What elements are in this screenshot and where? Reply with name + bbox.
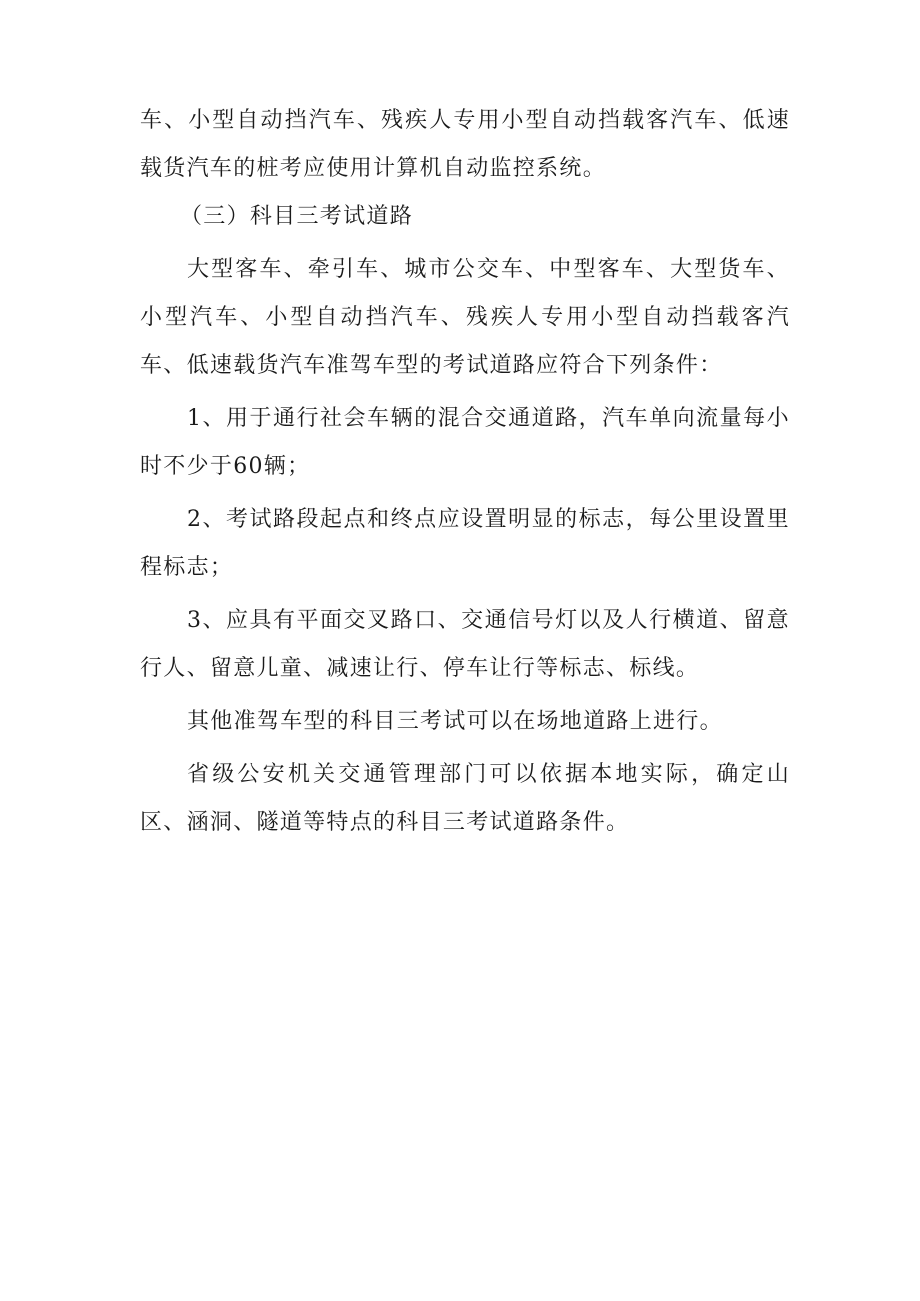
section-heading: （三）科目三考试道路	[180, 204, 414, 229]
condition-item-1: 1、用于通行社会车辆的混合交通道路，汽车单向流量每小时不少于60辆；	[140, 406, 790, 479]
condition-item-3: 3、应具有平面交叉路口、交通信号灯以及人行横道、留意行人、留意儿童、减速让行、停车让行等标志、标线。	[140, 608, 790, 681]
other-models-paragraph: 其他准驾车型的科目三考试可以在场地道路上进行。	[187, 709, 723, 734]
document-body	[140, 97, 790, 847]
condition-item-2: 2、考试路段起点和终点应设置明显的标志，每公里设置里程标志；	[140, 507, 790, 580]
intro-paragraph: 大型客车、牵引车、城市公交车、中型客车、大型货车、小型汽车、小型自动挡汽车、残疾人专用小型自动挡载客汽车、低速载货汽车准驾车型的考试道路应符合下列条件：	[140, 257, 790, 378]
provincial-paragraph: 省级公安机关交通管理部门可以依据本地实际，确定山区、涵洞、隧道等特点的科目三考试道路条件。	[140, 762, 790, 835]
continuation-paragraph: 车、小型自动挡汽车、残疾人专用小型自动挡载客汽车、低速载货汽车的桩考应使用计算机自动监控系统。	[140, 108, 790, 181]
